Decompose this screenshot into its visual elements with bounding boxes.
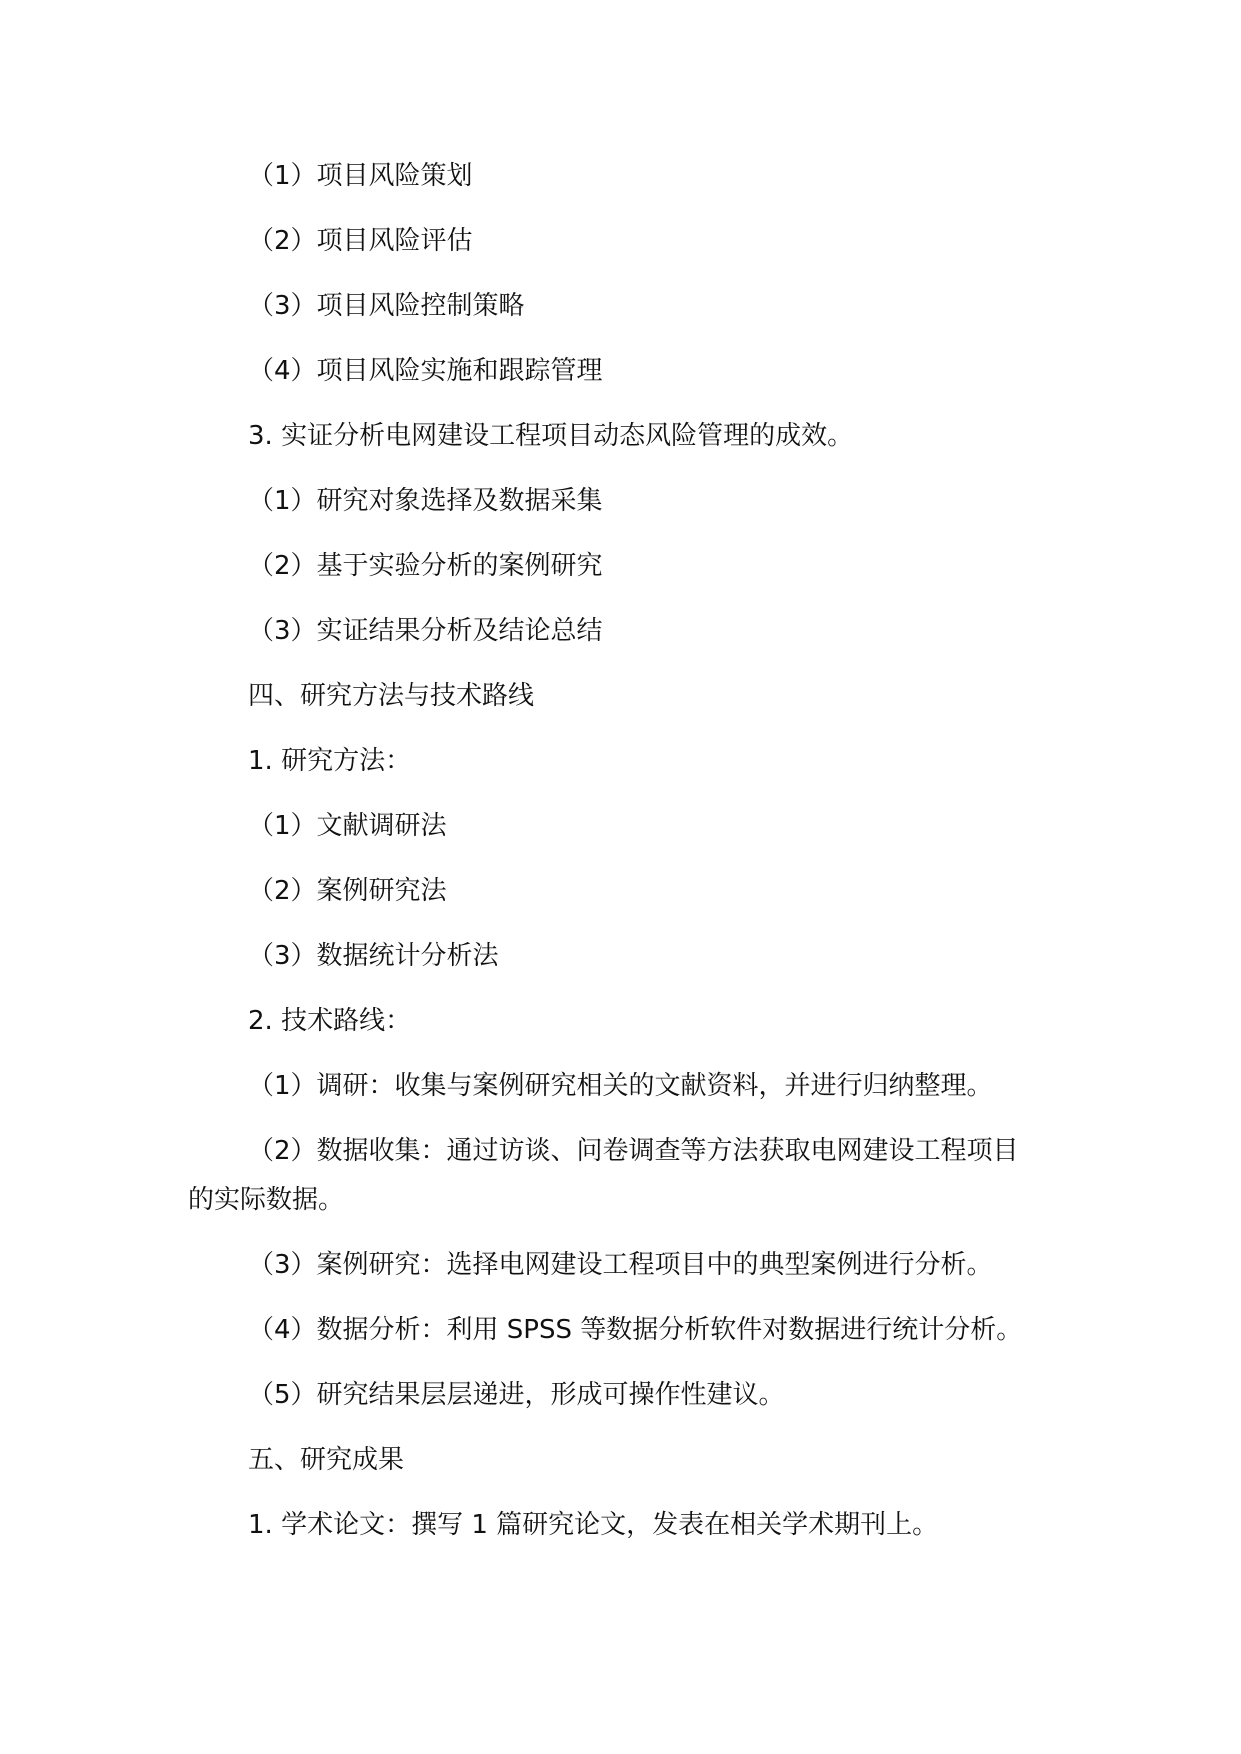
paragraph-risk-tracking: （4）项目风险实施和跟踪管理 [248,356,603,386]
paragraph-route-case-study: （3）案例研究：选择电网建设工程项目中的典型案例进行分析。 [248,1250,993,1280]
paragraph-route-data-collection: （2）数据收集：通过访谈、问卷调查等方法获取电网建设工程项目 [248,1136,1019,1166]
paragraph-statistics-method: （3）数据统计分析法 [248,941,499,971]
paragraph-literature-method: （1）文献调研法 [248,811,447,841]
paragraph-empirical-analysis: 3. 实证分析电网建设工程项目动态风险管理的成效。 [248,421,854,451]
section-heading-methods: 四、研究方法与技术路线 [248,681,535,711]
paragraph-academic-paper: 1. 学术论文：撰写 1 篇研究论文，发表在相关学术期刊上。 [248,1510,939,1540]
paragraph-risk-planning: （1）项目风险策划 [248,161,473,191]
paragraph-data-collection: （1）研究对象选择及数据采集 [248,486,603,516]
section-heading-outcomes: 五、研究成果 [248,1445,405,1475]
paragraph-route-survey: （1）调研：收集与案例研究相关的文献资料，并进行归纳整理。 [248,1071,993,1101]
subheading-technical-route: 2. 技术路线： [248,1006,412,1036]
paragraph-route-data-collection-cont: 的实际数据。 [188,1185,345,1215]
paragraph-route-results: （5）研究结果层层递进，形成可操作性建议。 [248,1380,785,1410]
paragraph-route-data-analysis: （4）数据分析：利用 SPSS 等数据分析软件对数据进行统计分析。 [248,1315,1023,1345]
subheading-research-methods: 1. 研究方法： [248,746,412,776]
paragraph-case-method: （2）案例研究法 [248,876,447,906]
paragraph-risk-control: （3）项目风险控制策略 [248,291,525,321]
paragraph-case-study: （2）基于实验分析的案例研究 [248,551,603,581]
paragraph-conclusion: （3）实证结果分析及结论总结 [248,616,603,646]
paragraph-risk-assessment: （2）项目风险评估 [248,226,473,256]
